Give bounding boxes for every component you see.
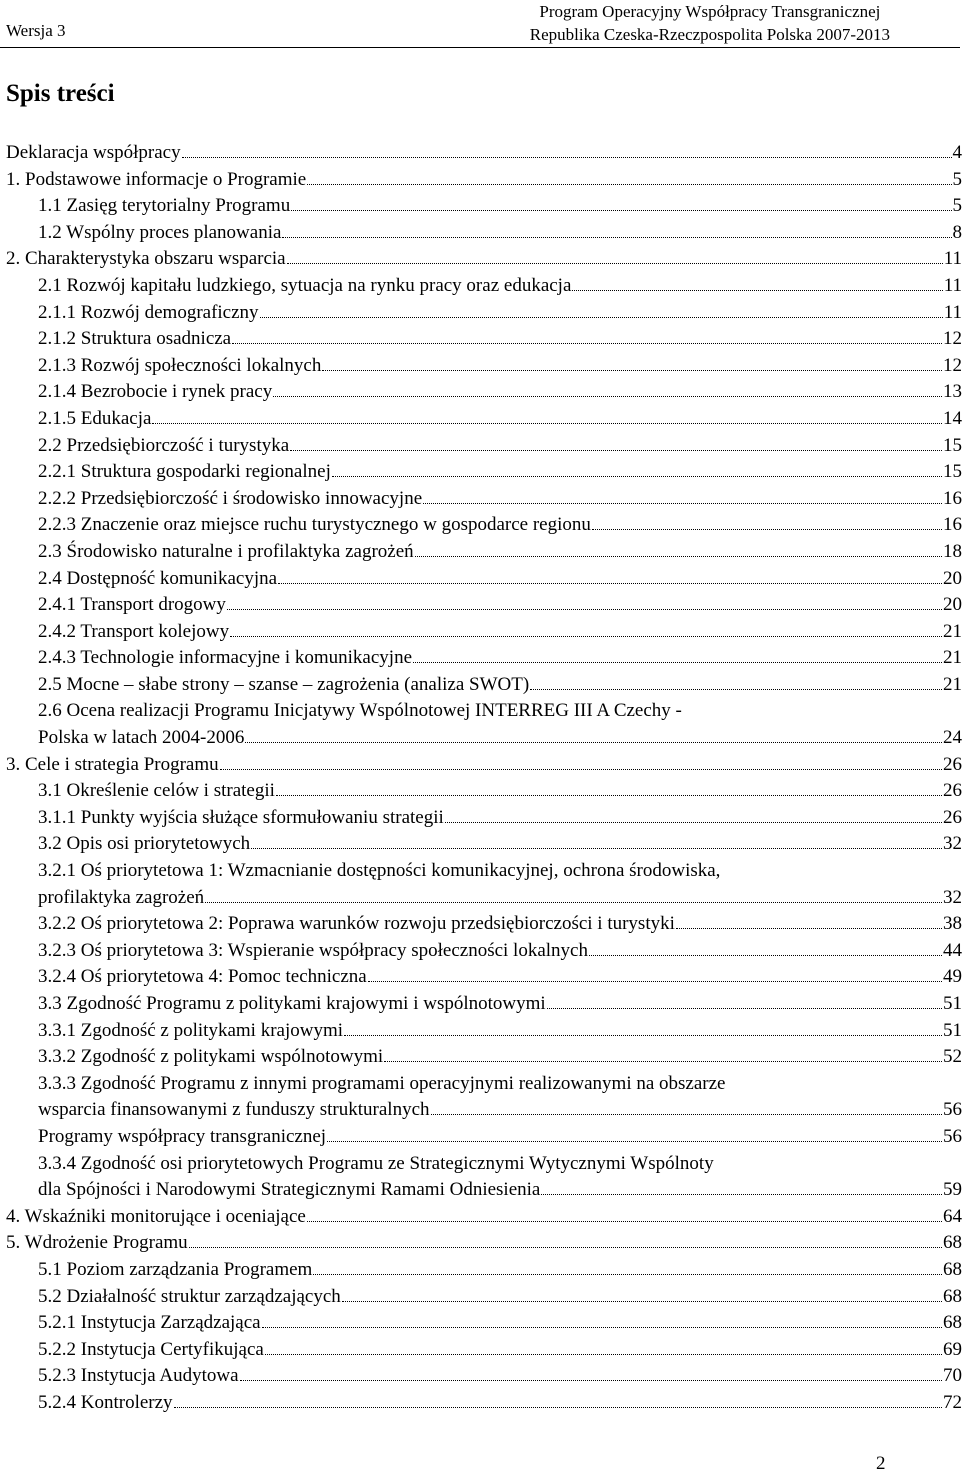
toc-entry-page: 24 xyxy=(943,725,962,752)
toc-entry-page: 21 xyxy=(943,619,962,646)
toc-entry[interactable] xyxy=(0,1204,962,1231)
toc-entry[interactable] xyxy=(0,273,962,300)
toc-entry-text-continued: Polska w latach 2004-2006 xyxy=(38,725,244,752)
dot-leader xyxy=(230,636,942,637)
toc-entry-page: 69 xyxy=(943,1337,962,1364)
toc-entry-text: 2.1.5 Edukacja xyxy=(38,406,151,433)
toc-entry-page: 26 xyxy=(943,805,962,832)
dot-leader xyxy=(572,290,942,291)
toc-entry-page: 20 xyxy=(943,566,962,593)
toc-entry-page: 68 xyxy=(943,1230,962,1257)
toc-entry[interactable] xyxy=(0,1151,962,1204)
dot-leader xyxy=(541,1194,942,1195)
toc-entry-page: 59 xyxy=(943,1177,962,1204)
toc-entry-text: 2.4.2 Transport kolejowy xyxy=(38,619,229,646)
toc-entry[interactable] xyxy=(0,858,962,911)
toc-entry-page: 16 xyxy=(943,512,962,539)
toc-entry-text-continued: profilaktyka zagrożeń xyxy=(38,885,204,912)
toc-entry[interactable] xyxy=(0,805,962,832)
toc-entry[interactable] xyxy=(0,619,962,646)
toc-entry-page: 68 xyxy=(943,1310,962,1337)
dot-leader xyxy=(342,1301,942,1302)
toc-entry[interactable] xyxy=(0,991,962,1018)
toc-entry[interactable] xyxy=(0,1124,962,1151)
dot-leader xyxy=(265,1354,942,1355)
toc-entry-text: 3.2.3 Oś priorytetowa 3: Wspieranie współpracy społeczności lokalnych xyxy=(38,938,588,965)
toc-entry-text: 2.2.1 Struktura gospodarki regionalnej xyxy=(38,459,331,486)
toc-entry-text: 5.2.3 Instytucja Audytowa xyxy=(38,1363,239,1390)
dot-leader xyxy=(547,1008,942,1009)
dot-leader xyxy=(262,1327,942,1328)
toc-entry-text: 3.2 Opis osi priorytetowych xyxy=(38,831,250,858)
toc-entry-page: 56 xyxy=(943,1124,962,1151)
dot-leader xyxy=(368,981,942,982)
toc-entry[interactable] xyxy=(0,512,962,539)
dot-leader xyxy=(290,450,942,451)
dot-leader xyxy=(291,210,951,211)
toc-entry-text: Deklaracja współpracy xyxy=(6,140,181,167)
toc-entry[interactable] xyxy=(0,379,962,406)
toc-entry-page: 68 xyxy=(943,1257,962,1284)
toc-entry-page: 20 xyxy=(943,592,962,619)
toc-entry-page: 68 xyxy=(943,1284,962,1311)
toc-entry-text: 2.2 Przedsiębiorczość i turystyka xyxy=(38,433,289,460)
dot-leader xyxy=(322,370,942,371)
toc-entry-text: 4. Wskaźniki monitorujące i oceniające xyxy=(6,1204,306,1231)
toc-entry[interactable] xyxy=(0,1018,962,1045)
toc-entry-page: 14 xyxy=(943,406,962,433)
program-title-line2: Republika Czeska-Rzeczpospolita Polska 2007-2013 xyxy=(530,23,890,46)
toc-entry[interactable] xyxy=(0,1310,962,1337)
toc-entry[interactable] xyxy=(0,964,962,991)
toc-entry-page: 72 xyxy=(943,1390,962,1417)
dot-leader xyxy=(232,343,942,344)
dot-leader xyxy=(276,795,942,796)
toc-entry-page: 21 xyxy=(943,645,962,672)
toc-entry-page: 21 xyxy=(943,672,962,699)
dot-leader xyxy=(278,583,942,584)
page-header xyxy=(0,0,960,48)
toc-entry-page: 4 xyxy=(953,140,962,167)
toc-entry-text: 2. Charakterystyka obszaru wsparcia xyxy=(6,246,286,273)
toc-entry-page: 26 xyxy=(943,778,962,805)
toc-entry-page: 64 xyxy=(943,1204,962,1231)
toc-entry[interactable] xyxy=(0,1230,962,1257)
dot-leader xyxy=(445,822,942,823)
toc-entry-text: 3.3.3 Zgodność Programu z innymi programami operacyjnymi realizowanymi na obszarze xyxy=(38,1071,726,1098)
toc-entry[interactable] xyxy=(0,300,962,327)
toc-entry[interactable] xyxy=(0,698,962,751)
dot-leader xyxy=(307,1221,942,1222)
dot-leader xyxy=(423,503,942,504)
toc-entry-text-continued: dla Spójności i Narodowymi Strategicznymi Ramami Odniesienia xyxy=(38,1177,540,1204)
toc-entry[interactable] xyxy=(0,326,962,353)
toc-entry[interactable] xyxy=(0,246,962,273)
dot-leader xyxy=(307,184,951,185)
toc-entry[interactable] xyxy=(0,353,962,380)
toc-entry-page: 44 xyxy=(943,938,962,965)
toc-entry-page: 32 xyxy=(943,885,962,912)
toc-entry-text: 3.3 Zgodność Programu z politykami krajowymi i wspólnotowymi xyxy=(38,991,546,1018)
dot-leader xyxy=(287,263,943,264)
version-label: Wersja 3 xyxy=(6,21,66,41)
table-of-contents xyxy=(0,140,962,1417)
toc-entry-text: 2.4.3 Technologie informacyjne i komunikacyjne xyxy=(38,645,412,672)
toc-entry[interactable] xyxy=(0,167,962,194)
toc-entry-page: 8 xyxy=(953,220,962,247)
toc-entry-page: 49 xyxy=(943,964,962,991)
toc-entry-text: 5.2 Działalność struktur zarządzających xyxy=(38,1284,341,1311)
toc-entry-text: 1. Podstawowe informacje o Programie xyxy=(6,167,306,194)
toc-entry-text: 3.3.4 Zgodność osi priorytetowych Programu ze Strategicznymi Wytycznymi Wspólnoty xyxy=(38,1151,714,1178)
toc-entry-text-continued: wsparcia finansowanymi z funduszy strukturalnych xyxy=(38,1097,430,1124)
toc-entry[interactable] xyxy=(0,140,962,167)
toc-entry-page: 52 xyxy=(943,1044,962,1071)
toc-entry-page: 70 xyxy=(943,1363,962,1390)
toc-entry-page: 26 xyxy=(943,752,962,779)
toc-entry-text: 3.1 Określenie celów i strategii xyxy=(38,778,275,805)
toc-entry-text: Programy współpracy transgranicznej xyxy=(38,1124,326,1151)
page-number: 2 xyxy=(876,1453,886,1475)
toc-entry-text: 2.1.2 Struktura osadnicza xyxy=(38,326,231,353)
toc-entry-page: 38 xyxy=(943,911,962,938)
toc-entry-text: 2.2.3 Znaczenie oraz miejsce ruchu turystycznego w gospodarce regionu xyxy=(38,512,591,539)
toc-entry-page: 12 xyxy=(943,326,962,353)
program-title xyxy=(530,0,890,46)
toc-entry-page: 15 xyxy=(943,459,962,486)
dot-leader xyxy=(205,902,942,903)
toc-entry-page: 56 xyxy=(943,1097,962,1124)
dot-leader xyxy=(344,1035,942,1036)
toc-title: Spis treści xyxy=(6,80,115,108)
toc-entry-text: 2.2.2 Przedsiębiorczość i środowisko innowacyjne xyxy=(38,486,422,513)
dot-leader xyxy=(589,955,942,956)
toc-entry-text: 2.6 Ocena realizacji Programu Inicjatywy Wspólnotowej INTERREG III A Czechy - xyxy=(38,698,682,725)
toc-entry[interactable] xyxy=(0,486,962,513)
toc-entry-page: 12 xyxy=(943,353,962,380)
dot-leader xyxy=(189,1247,942,1248)
toc-entry-text: 2.4 Dostępność komunikacyjna xyxy=(38,566,277,593)
dot-leader xyxy=(431,1114,942,1115)
dot-leader xyxy=(282,237,951,238)
dot-leader xyxy=(227,609,942,610)
toc-entry[interactable] xyxy=(0,539,962,566)
toc-entry-text: 3.2.1 Oś priorytetowa 1: Wzmacnianie dostępności komunikacyjnej, ochrona środowiska, xyxy=(38,858,720,885)
toc-entry[interactable] xyxy=(0,193,962,220)
toc-entry[interactable] xyxy=(0,672,962,699)
dot-leader xyxy=(251,848,942,849)
toc-entry-page: 13 xyxy=(943,379,962,406)
toc-entry[interactable] xyxy=(0,1363,962,1390)
toc-entry-text: 3.3.2 Zgodność z politykami wspólnotowymi xyxy=(38,1044,383,1071)
toc-entry-page: 5 xyxy=(953,167,962,194)
toc-entry-text: 2.5 Mocne – słabe strony – szanse – zagrożenia (analiza SWOT) xyxy=(38,672,529,699)
toc-entry-text: 2.1 Rozwój kapitału ludzkiego, sytuacja na rynku pracy oraz edukacja xyxy=(38,273,571,300)
toc-entry[interactable] xyxy=(0,1071,962,1124)
dot-leader xyxy=(676,928,942,929)
toc-entry-text: 5.1 Poziom zarządzania Programem xyxy=(38,1257,312,1284)
toc-entry-page: 18 xyxy=(943,539,962,566)
dot-leader xyxy=(220,769,942,770)
dot-leader xyxy=(413,662,942,663)
toc-entry[interactable] xyxy=(0,1044,962,1071)
toc-entry-text: 2.1.1 Rozwój demograficzny xyxy=(38,300,259,327)
dot-leader xyxy=(592,529,942,530)
toc-entry[interactable] xyxy=(0,433,962,460)
toc-entry[interactable] xyxy=(0,831,962,858)
toc-entry-text: 3.3.1 Zgodność z politykami krajowymi xyxy=(38,1018,343,1045)
toc-entry-page: 11 xyxy=(944,246,962,273)
dot-leader xyxy=(332,476,942,477)
dot-leader xyxy=(415,556,942,557)
toc-entry-text: 2.4.1 Transport drogowy xyxy=(38,592,226,619)
toc-entry-page: 11 xyxy=(944,300,962,327)
toc-entry[interactable] xyxy=(0,938,962,965)
dot-leader xyxy=(174,1407,942,1408)
toc-entry[interactable] xyxy=(0,1284,962,1311)
toc-entry[interactable] xyxy=(0,1257,962,1284)
toc-entry-text: 5.2.2 Instytucja Certyfikująca xyxy=(38,1337,264,1364)
dot-leader xyxy=(313,1274,942,1275)
toc-entry-page: 5 xyxy=(953,193,962,220)
dot-leader xyxy=(260,317,943,318)
toc-entry[interactable] xyxy=(0,752,962,779)
program-title-line1: Program Operacyjny Współpracy Transgranicznej xyxy=(530,0,890,23)
toc-entry-page: 51 xyxy=(943,991,962,1018)
dot-leader xyxy=(240,1380,942,1381)
toc-entry-text: 3.2.2 Oś priorytetowa 2: Poprawa warunków rozwoju przedsiębiorczości i turystyki xyxy=(38,911,675,938)
toc-entry[interactable] xyxy=(0,1390,962,1417)
toc-entry[interactable] xyxy=(0,566,962,593)
toc-entry-text: 3.1.1 Punkty wyjścia służące sformułowaniu strategii xyxy=(38,805,444,832)
toc-entry-text: 2.3 Środowisko naturalne i profilaktyka zagrożeń xyxy=(38,539,414,566)
toc-entry-text: 3. Cele i strategia Programu xyxy=(6,752,219,779)
toc-entry-text: 1.1 Zasięg terytorialny Programu xyxy=(38,193,290,220)
toc-entry[interactable] xyxy=(0,645,962,672)
dot-leader xyxy=(530,689,942,690)
dot-leader xyxy=(245,742,942,743)
toc-entry-text: 5.2.4 Kontrolerzy xyxy=(38,1390,173,1417)
toc-entry-page: 11 xyxy=(944,273,962,300)
header-divider xyxy=(0,47,960,48)
toc-entry-page: 51 xyxy=(943,1018,962,1045)
toc-entry[interactable] xyxy=(0,592,962,619)
toc-entry-text: 5. Wdrożenie Programu xyxy=(6,1230,188,1257)
toc-entry[interactable] xyxy=(0,1337,962,1364)
toc-entry-page: 16 xyxy=(943,486,962,513)
toc-entry-page: 15 xyxy=(943,433,962,460)
dot-leader xyxy=(273,396,942,397)
toc-entry-text: 2.1.4 Bezrobocie i rynek pracy xyxy=(38,379,272,406)
toc-entry-text: 3.2.4 Oś priorytetowa 4: Pomoc techniczna xyxy=(38,964,367,991)
toc-entry-text: 2.1.3 Rozwój społeczności lokalnych xyxy=(38,353,321,380)
dot-leader xyxy=(327,1141,942,1142)
toc-entry-text: 5.2.1 Instytucja Zarządzająca xyxy=(38,1310,261,1337)
toc-entry[interactable] xyxy=(0,459,962,486)
toc-entry[interactable] xyxy=(0,406,962,433)
dot-leader xyxy=(384,1061,942,1062)
dot-leader xyxy=(152,423,942,424)
toc-entry-page: 32 xyxy=(943,831,962,858)
toc-entry-text: 1.2 Wspólny proces planowania xyxy=(38,220,281,247)
toc-entry[interactable] xyxy=(0,220,962,247)
dot-leader xyxy=(182,157,952,158)
toc-entry[interactable] xyxy=(0,911,962,938)
toc-entry[interactable] xyxy=(0,778,962,805)
